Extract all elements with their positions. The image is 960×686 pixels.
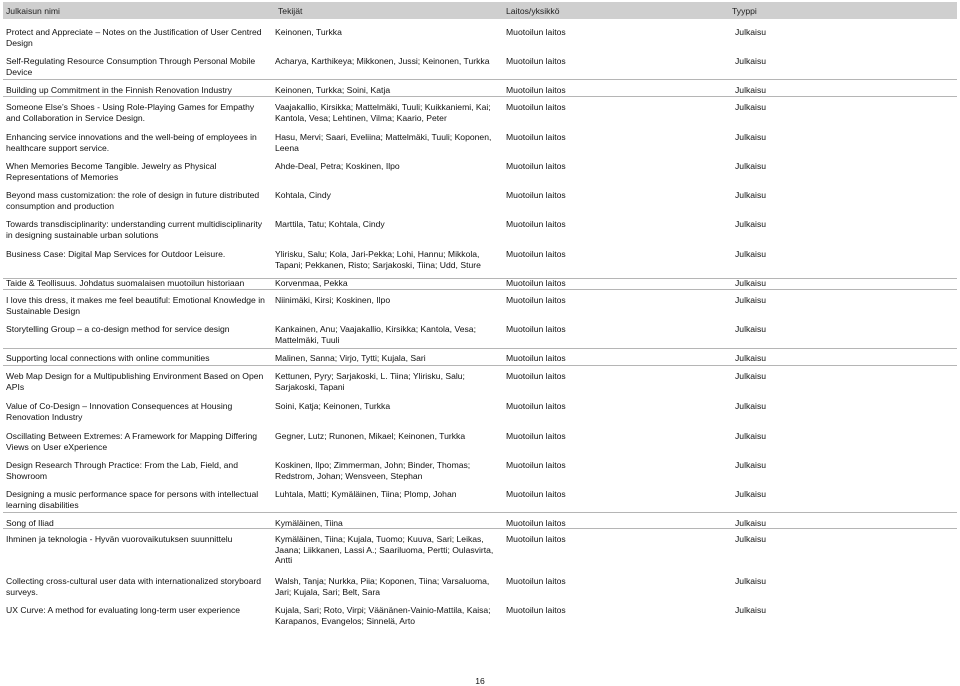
row-authors: Hasu, Mervi; Saari, Eveliina; Mattelmäki, Tuuli; Koponen, Leena — [275, 132, 492, 153]
row-title: Towards transdisciplinarity: understanding current multidisciplinarity in designing sustainable urban solutions — [6, 219, 263, 240]
row-unit: Muotoilun laitos — [506, 102, 566, 112]
header-title: Julkaisun nimi — [6, 6, 60, 16]
row-authors: Luhtala, Matti; Kymäläinen, Tiina; Plomp, Johan — [275, 489, 457, 499]
row-type: Julkaisu — [735, 324, 767, 334]
row-authors: Kymäläinen, Tiina; Kujala, Tuomo; Kuuva, Sari; Leikas, Jaana; Liikkanen, Lassi A.; Saariluoma, Pertti; Oulasvirta, Antti — [275, 534, 494, 566]
row-title: Value of Co-Design – Innovation Consequences at Housing Renovation Industry — [6, 401, 233, 422]
row-title: I love this dress, it makes me feel beautiful: Emotional Knowledge in Sustainable Design — [6, 295, 265, 316]
row-title: Enhancing service innovations and the well-being of employees in healthcare support service. — [6, 132, 257, 153]
row-divider — [3, 365, 957, 366]
row-unit: Muotoilun laitos — [506, 56, 566, 66]
row-type: Julkaisu — [735, 489, 767, 499]
row-type: Julkaisu — [735, 190, 767, 200]
row-title: Taide & Teollisuus. Johdatus suomalaisen muotoilun historiaan — [6, 278, 245, 288]
row-title: Business Case: Digital Map Services for Outdoor Leisure. — [6, 249, 226, 259]
header-type: Tyyppi — [732, 6, 757, 16]
row-authors: Ahde-Deal, Petra; Koskinen, Ilpo — [275, 161, 400, 171]
row-authors: Kettunen, Pyry; Sarjakoski, L. Tiina; Ylirisku, Salu; Sarjakoski, Tapani — [275, 371, 465, 392]
row-title: Web Map Design for a Multipublishing Environment Based on Open APIs — [6, 371, 264, 392]
row-type: Julkaisu — [735, 460, 767, 470]
row-unit: Muotoilun laitos — [506, 85, 566, 95]
row-authors: Kujala, Sari; Roto, Virpi; Väänänen-Vainio-Mattila, Kaisa; Karapanos, Evangelos; Sinnelä, Arto — [275, 605, 491, 626]
row-authors: Walsh, Tanja; Nurkka, Piia; Koponen, Tiina; Varsaluoma, Jari; Kujala, Sari; Belt, Sara — [275, 576, 490, 597]
row-authors: Niinimäki, Kirsi; Koskinen, Ilpo — [275, 295, 391, 305]
row-title: When Memories Become Tangible. Jewelry as Physical Representations of Memories — [6, 161, 217, 182]
row-type: Julkaisu — [735, 27, 767, 37]
row-type: Julkaisu — [735, 371, 767, 381]
row-divider — [3, 528, 957, 529]
row-divider — [3, 79, 957, 80]
row-type: Julkaisu — [735, 605, 767, 615]
row-type: Julkaisu — [735, 576, 767, 586]
row-type: Julkaisu — [735, 431, 767, 441]
row-divider — [3, 278, 957, 279]
row-title: Ihminen ja teknologia - Hyvän vuorovaikutuksen suunnittelu — [6, 534, 233, 544]
row-title: Collecting cross-cultural user data with internationalized storyboard surveys. — [6, 576, 262, 597]
row-unit: Muotoilun laitos — [506, 295, 566, 305]
row-title: Someone Else’s Shoes - Using Role-Playing Games for Empathy and Collaboration in Service Design. — [6, 102, 255, 123]
row-type: Julkaisu — [735, 102, 767, 112]
row-authors: Koskinen, Ilpo; Zimmerman, John; Binder, Thomas; Redstrom, Johan; Wensveen, Stephan — [275, 460, 471, 481]
row-type: Julkaisu — [735, 401, 767, 411]
row-title: Protect and Appreciate – Notes on the Justification of User Centred Design — [6, 27, 262, 48]
row-title: Song of Iliad — [6, 518, 54, 528]
row-unit: Muotoilun laitos — [506, 27, 566, 37]
row-type: Julkaisu — [735, 534, 767, 544]
row-unit: Muotoilun laitos — [506, 161, 566, 171]
row-title: Oscillating Between Extremes: A Framework for Mapping Differing Views on User eXperience — [6, 431, 258, 452]
row-authors: Kohtala, Cindy — [275, 190, 331, 200]
row-unit: Muotoilun laitos — [506, 324, 566, 334]
row-title: Building up Commitment in the Finnish Renovation Industry — [6, 85, 232, 95]
row-unit: Muotoilun laitos — [506, 401, 566, 411]
row-type: Julkaisu — [735, 249, 767, 259]
row-unit: Muotoilun laitos — [506, 605, 566, 615]
row-unit: Muotoilun laitos — [506, 278, 566, 288]
row-unit: Muotoilun laitos — [506, 132, 566, 142]
row-title: Design Research Through Practice: From the Lab, Field, and Showroom — [6, 460, 238, 481]
row-title: UX Curve: A method for evaluating long-term user experience — [6, 605, 241, 615]
row-authors: Korvenmaa, Pekka — [275, 278, 348, 288]
row-authors: Ylirisku, Salu; Kola, Jari-Pekka; Lohi, Hannu; Mikkola, Tapani; Pekkanen, Risto; Sarjakoski, Tiina; Udd, Sture — [275, 249, 481, 270]
row-divider — [3, 289, 957, 290]
row-type: Julkaisu — [735, 278, 767, 288]
row-authors: Gegner, Lutz; Runonen, Mikael; Keinonen, Turkka — [275, 431, 466, 441]
row-authors: Keinonen, Turkka — [275, 27, 342, 37]
row-title: Self-Regulating Resource Consumption Through Personal Mobile Device — [6, 56, 256, 77]
row-title: Beyond mass customization: the role of design in future distributed consumption and production — [6, 190, 260, 211]
page-number: 16 — [475, 676, 485, 686]
row-authors: Acharya, Karthikeya; Mikkonen, Jussi; Keinonen, Turkka — [275, 56, 490, 66]
row-unit: Muotoilun laitos — [506, 219, 566, 229]
row-unit: Muotoilun laitos — [506, 431, 566, 441]
row-unit: Muotoilun laitos — [506, 518, 566, 528]
table-header — [3, 2, 957, 19]
row-type: Julkaisu — [735, 295, 767, 305]
row-unit: Muotoilun laitos — [506, 534, 566, 544]
row-unit: Muotoilun laitos — [506, 353, 566, 363]
row-type: Julkaisu — [735, 56, 767, 66]
row-authors: Marttila, Tatu; Kohtala, Cindy — [275, 219, 385, 229]
row-authors: Soini, Katja; Keinonen, Turkka — [275, 401, 391, 411]
row-authors: Vaajakallio, Kirsikka; Mattelmäki, Tuuli; Kuikkaniemi, Kai; Kantola, Vesa; Lehtinen, Vilma; Kaario, Peter — [275, 102, 491, 123]
row-type: Julkaisu — [735, 353, 767, 363]
row-authors: Kymäläinen, Tiina — [275, 518, 343, 528]
row-divider — [3, 512, 957, 513]
row-type: Julkaisu — [735, 85, 767, 95]
row-unit: Muotoilun laitos — [506, 249, 566, 259]
row-title: Supporting local connections with online communities — [6, 353, 210, 363]
row-title: Designing a music performance space for persons with intellectual learning disabilities — [6, 489, 259, 510]
row-type: Julkaisu — [735, 518, 767, 528]
row-divider — [3, 348, 957, 349]
row-unit: Muotoilun laitos — [506, 576, 566, 586]
row-type: Julkaisu — [735, 161, 767, 171]
header-authors: Tekijät — [278, 6, 303, 16]
row-unit: Muotoilun laitos — [506, 190, 566, 200]
row-authors: Kankainen, Anu; Vaajakallio, Kirsikka; Kantola, Vesa; Mattelmäki, Tuuli — [275, 324, 476, 345]
row-type: Julkaisu — [735, 219, 767, 229]
row-unit: Muotoilun laitos — [506, 460, 566, 470]
row-unit: Muotoilun laitos — [506, 489, 566, 499]
row-unit: Muotoilun laitos — [506, 371, 566, 381]
row-title: Storytelling Group – a co-design method for service design — [6, 324, 230, 334]
row-divider — [3, 96, 957, 97]
row-authors: Malinen, Sanna; Virjo, Tytti; Kujala, Sari — [275, 353, 426, 363]
row-type: Julkaisu — [735, 132, 767, 142]
row-authors: Keinonen, Turkka; Soini, Katja — [275, 85, 391, 95]
header-unit: Laitos/yksikkö — [506, 6, 560, 16]
